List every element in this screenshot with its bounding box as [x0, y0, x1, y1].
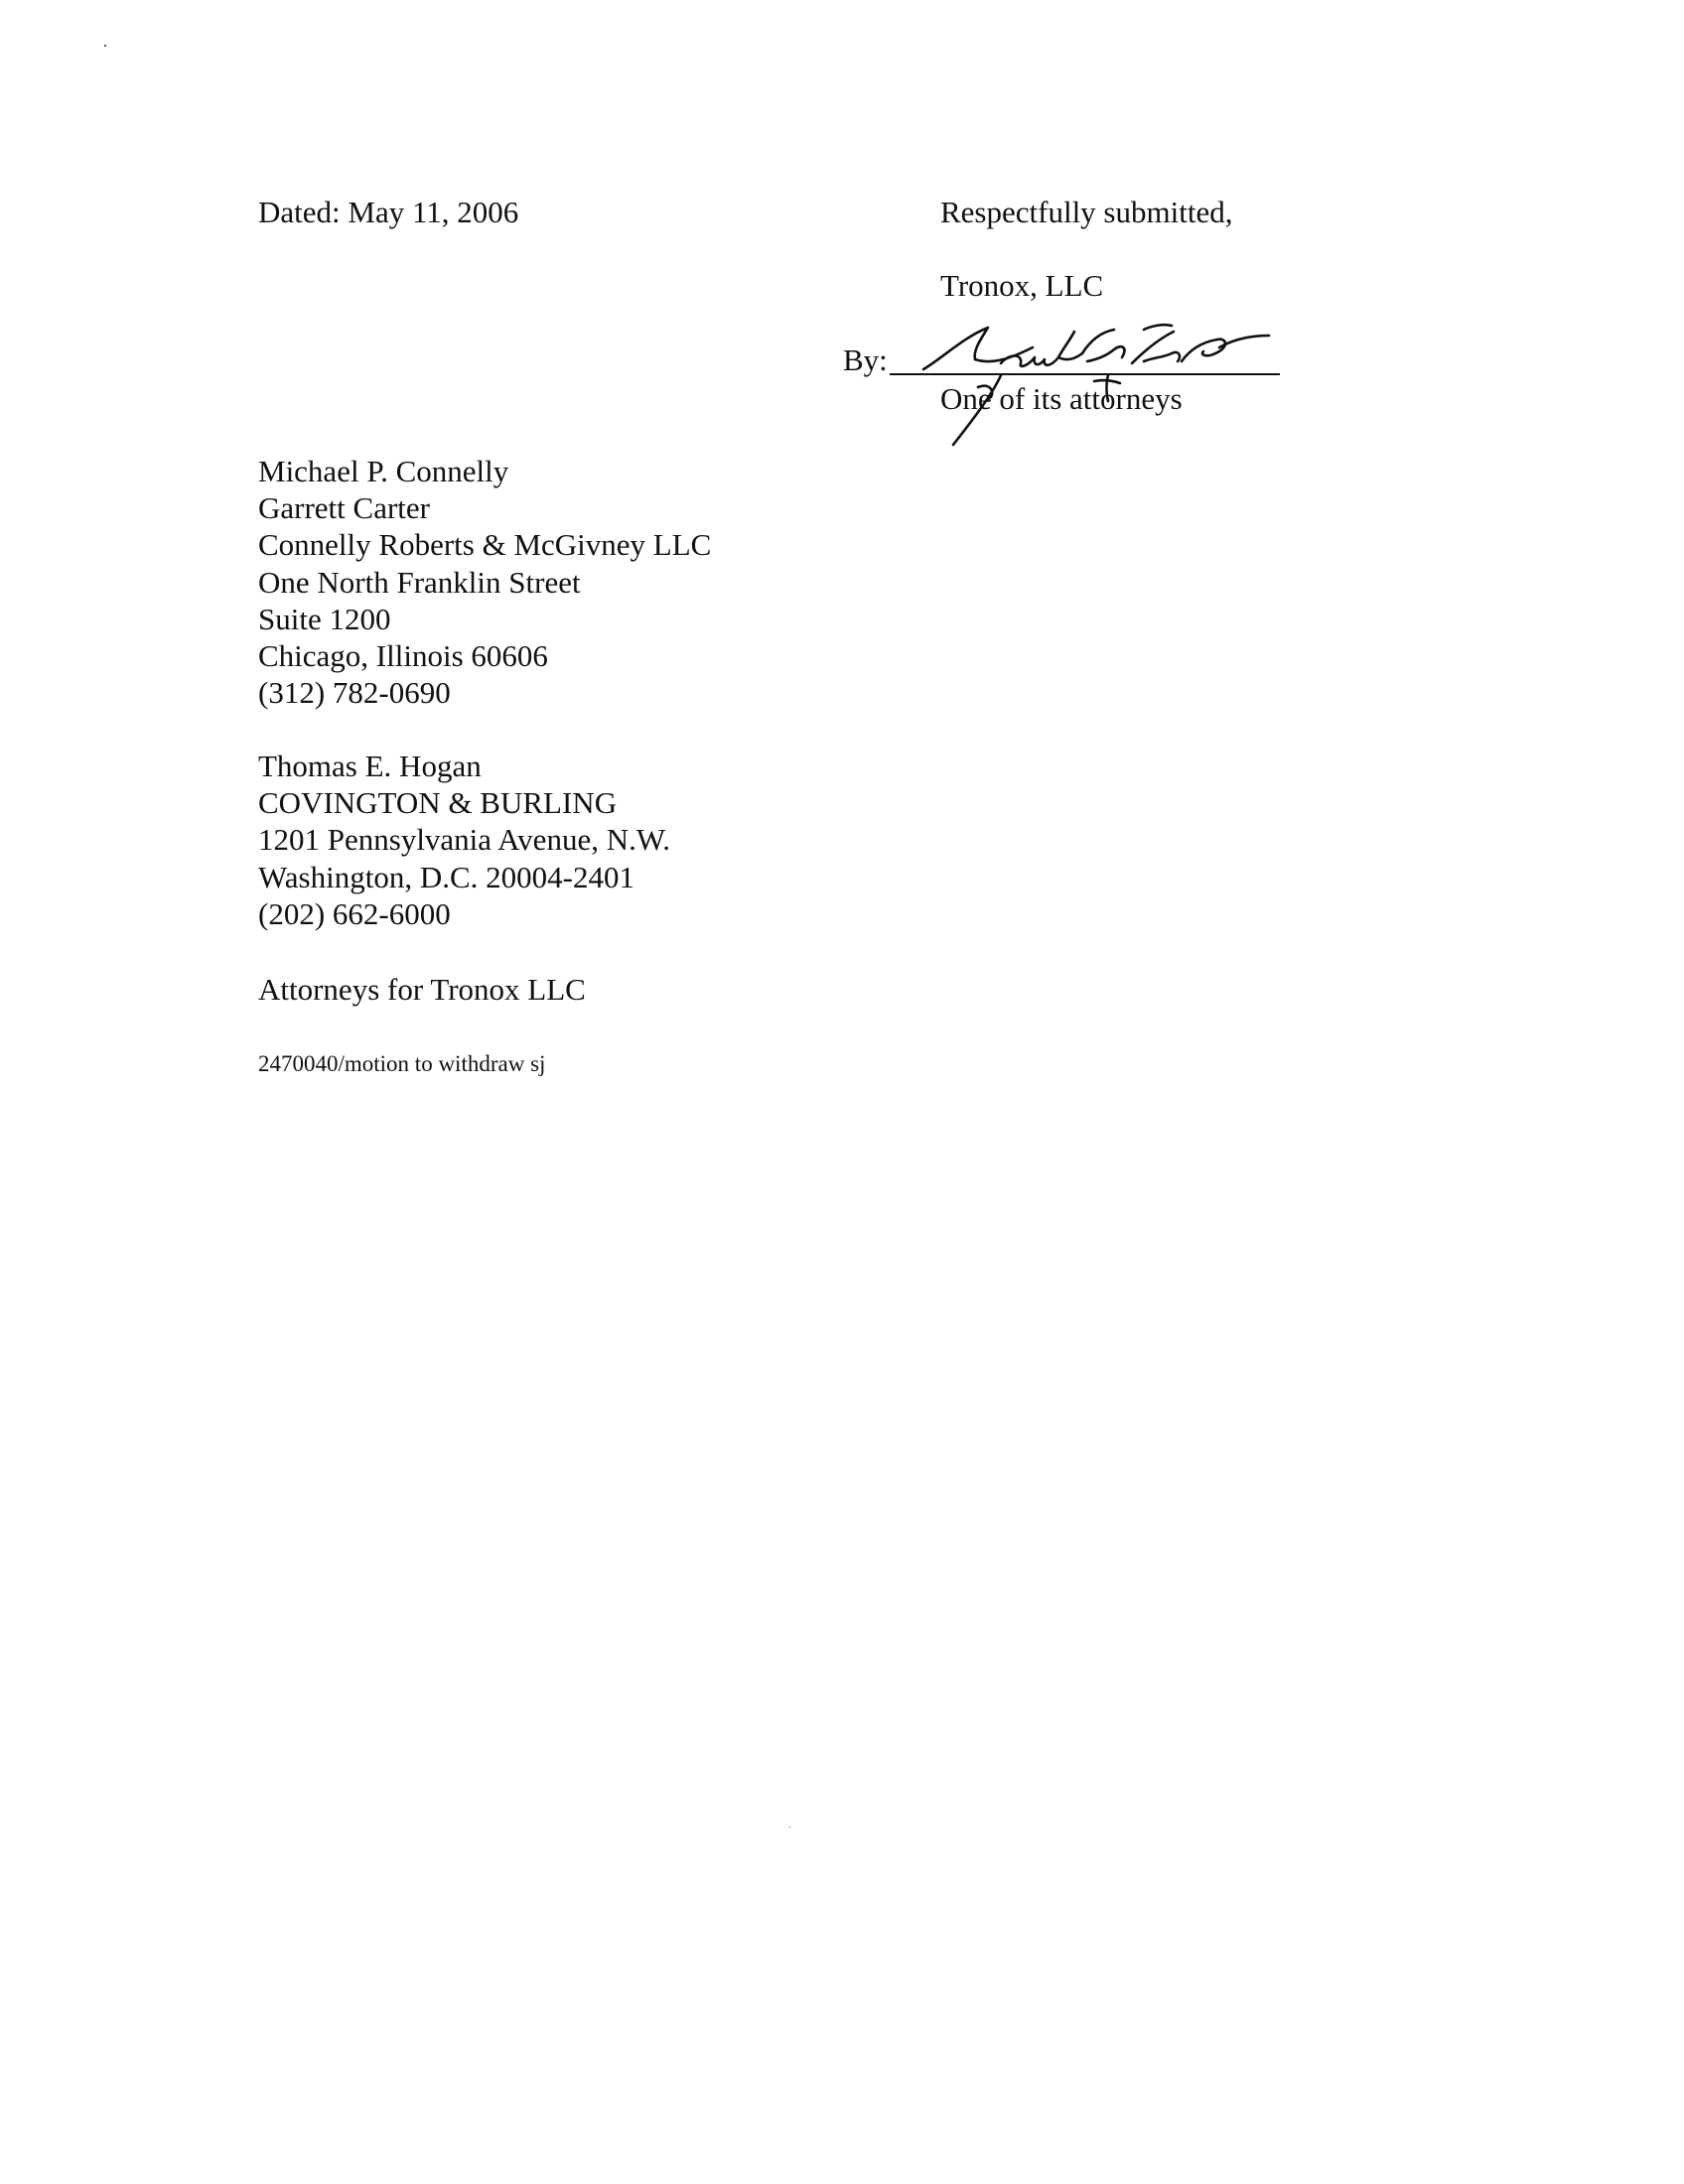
dated-line: Dated: May 11, 2006 [258, 195, 519, 229]
signature-by-label: By: [843, 342, 888, 377]
attorneys-for-line: Attorneys for Tronox LLC [258, 972, 586, 1007]
counsel-1-city: Chicago, Illinois 60606 [258, 638, 548, 674]
counsel-address-block-2 [258, 748, 670, 932]
document-reference: 2470040/motion to withdraw sj [258, 1051, 546, 1076]
counsel-1-suite: Suite 1200 [258, 601, 391, 636]
counsel-2-firm: COVINGTON & BURLING [258, 785, 618, 821]
scan-speck [104, 45, 106, 47]
scan-speck [789, 1827, 790, 1828]
counsel-1-street: One North Franklin Street [258, 564, 581, 600]
signature-caption: One of its attorneys [940, 381, 1183, 416]
counsel-1-name-2: Garrett Carter [258, 490, 430, 526]
counsel-2-phone: (202) 662-6000 [258, 895, 451, 931]
counsel-1-phone: (312) 782-0690 [258, 675, 451, 711]
counsel-2-street: 1201 Pennsylvania Avenue, N.W. [258, 822, 671, 858]
counsel-1-name: Michael P. Connelly [258, 454, 509, 488]
counsel-2-city: Washington, D.C. 20004-2401 [258, 859, 634, 894]
counsel-1-firm: Connelly Roberts & McGivney LLC [258, 527, 712, 563]
counsel-address-block-1 [258, 453, 711, 711]
closing-line: Respectfully submitted, [940, 195, 1233, 229]
counsel-2-name: Thomas E. Hogan [258, 749, 482, 783]
company-name: Tronox, LLC [940, 268, 1104, 303]
handwritten-signature [884, 318, 1291, 457]
